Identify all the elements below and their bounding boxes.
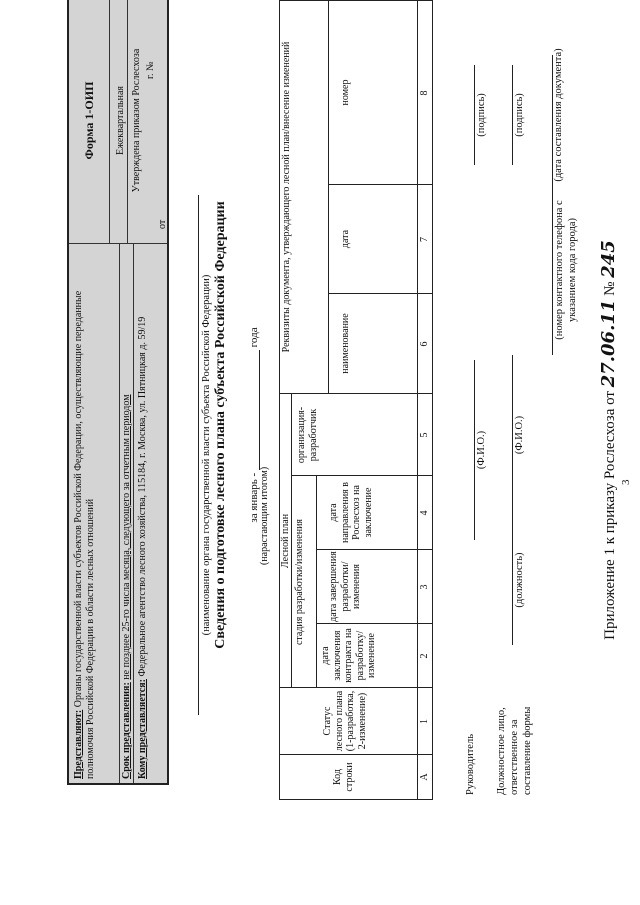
submitters-cell [71,244,119,783]
info-block [67,0,169,785]
fio-line-2 [512,355,513,515]
cumulative-note: (нарастающим итогом) [259,466,270,565]
approved-text: Утверждена приказом Рослесхоза [131,48,142,193]
doc-date-caption: (дата составления документа) [553,48,564,182]
col-number-7: 7 [419,237,430,242]
header-completion-date: дата завершения разработки/ изменения [328,551,362,622]
appendix-number-sign: № [602,281,618,296]
col-number-8: 8 [419,90,430,96]
period-blank [249,350,260,470]
col-number-3: 3 [419,584,430,590]
header-requisites: Реквизиты документа, утверждающего лесной план/внесение изменений [281,41,292,353]
period-prefix: за январь - [248,472,260,523]
periodicity: Ежеквартальная [115,85,126,156]
org-name-line [198,195,199,715]
col-number-6: 6 [419,341,430,347]
submitters-text: Органы государственной власти субъектов Российской Федерации, осуществляющие переданные полномочия Российской Федерации в области лесных отношений [73,290,96,779]
header-sent-date: дата направления в Рослесхоз на заключение [328,482,374,543]
phone-caption: (номер контактного телефона с указанием кода города) [554,200,578,340]
col-number-1: 1 [419,719,430,724]
head-label: Руководитель [465,734,476,795]
col-number-5: 5 [419,432,430,438]
header-stage: стадия разработки/изменения [294,518,305,646]
forest-plan-table [279,0,433,800]
deadline-text: не позднее 25-го числа месяца, следующего за отчетным периодом [121,394,132,680]
position-line [512,515,513,645]
signature-caption-1: (подпись) [476,93,487,137]
appendix-prefix: Приложение 1 к приказу Рослесхоза от [602,391,618,640]
responsible-label: Должностное лицо, ответственное за составление формы [496,706,533,795]
approved-from: от [157,219,168,229]
header-date: дата [340,229,351,249]
signature-line-2 [512,65,513,165]
col-number-a: А [419,773,430,781]
recipient-text: Федеральное агентство лесного хозяйства, 115184, г. Москва, ул. Пятницкая д. 59/19 [137,316,148,677]
header-contract-date: дата заключения контракта на разработку/ изменение [320,628,377,683]
header-status: Статус лесного плана (1-разработка, 2-изменение) [322,690,368,752]
org-caption: (наименование органа государственной власти субъекта Российской Федерации) [201,274,212,636]
fio-line-1 [474,360,475,540]
recipient-label: Кому представляется: [137,679,148,779]
col-number-4: 4 [419,510,430,516]
fio-caption-2: (Ф.И.О.) [514,415,525,455]
header-developer: организация-разработчик [296,406,319,464]
appendix-number: 245 [598,240,619,278]
appendix-date: 27.06.11 [598,299,619,388]
recipient-cell [135,244,169,783]
header-number: номер [340,79,351,106]
header-name: наименование [340,313,351,374]
form-title: Сведения о подготовке лесного плана субъекта Российской Федерации [213,201,228,649]
approved-year: г. № [145,61,156,79]
period-line [248,175,260,675]
period-suffix: года [248,327,260,348]
signature-line-1 [474,65,475,165]
header-forest-plan: Лесной план [280,513,291,569]
appendix-line [598,15,619,865]
deadline-cell [120,244,133,783]
signature-caption-2: (подпись) [514,93,525,137]
form-name: Форма 1-ОИП [82,81,96,160]
col-number-2: 2 [419,653,430,659]
deadline-label: Срок представления: [121,682,132,779]
header-code: Код строки [332,762,355,792]
fio-caption-1: (Ф.И.О.) [476,430,487,470]
page-number: 3 [620,479,632,485]
submitters-label: Представляют: [73,709,84,779]
position-caption: (должность) [514,552,525,608]
